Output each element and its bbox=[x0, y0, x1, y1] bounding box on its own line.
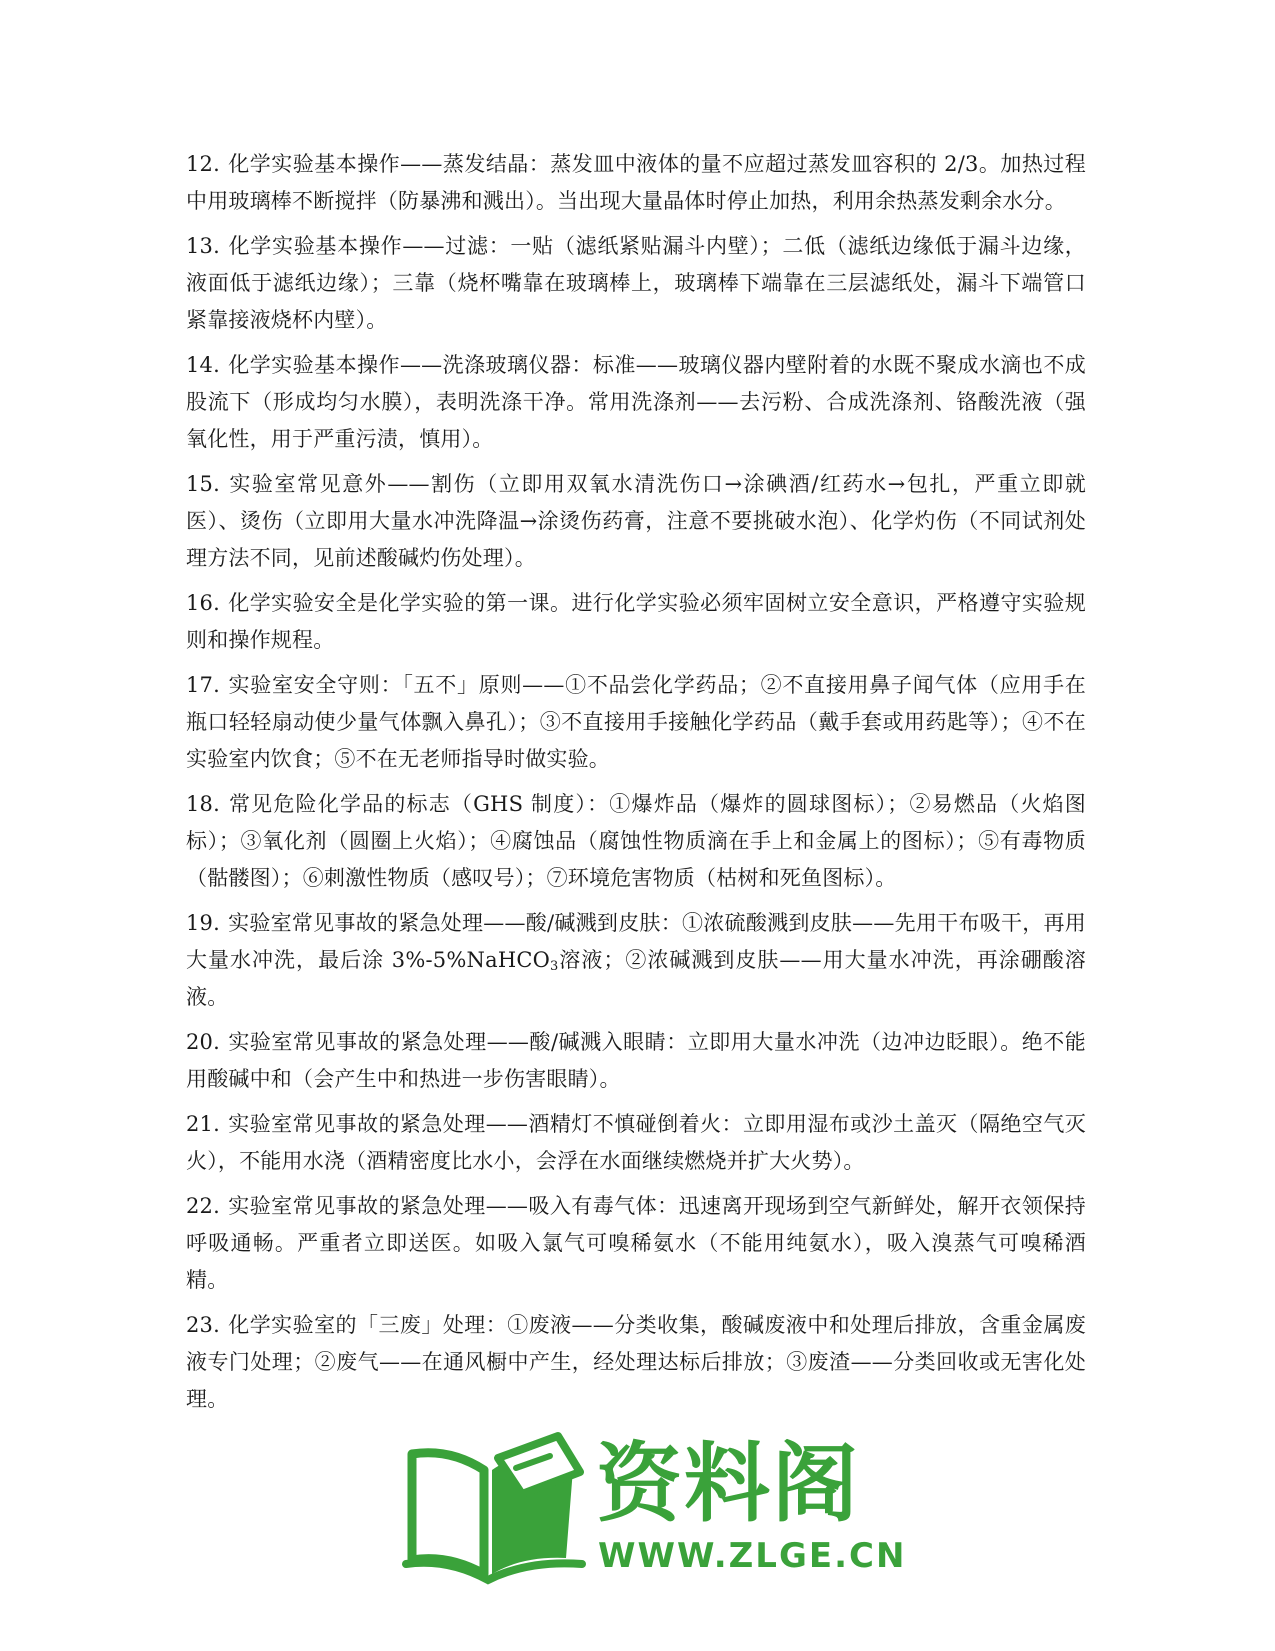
item-text: 化学实验室的「三废」处理：①废液——分类收集，酸碱废液中和处理后排放，含重金属废液专门处理；②废气——在通风橱中产生，经处理达标后排放；③废渣——分类回收或无害化处理。 bbox=[186, 1313, 1086, 1411]
item-number: 12. bbox=[186, 152, 220, 176]
watermark bbox=[398, 1428, 907, 1588]
watermark-url: WWW.ZLGE.CN bbox=[598, 1536, 907, 1576]
item-number: 20. bbox=[186, 1030, 220, 1054]
list-item bbox=[186, 228, 1086, 339]
item-number: 16. bbox=[186, 591, 220, 615]
list-item bbox=[186, 1188, 1086, 1299]
item-text: 化学实验安全是化学实验的第一课。进行化学实验必须牢固树立安全意识，严格遵守实验规则和操作规程。 bbox=[186, 591, 1086, 652]
item-text: 实验室常见事故的紧急处理——吸入有毒气体：迅速离开现场到空气新鲜处，解开衣领保持呼吸通畅。严重者立即送医。如吸入氯气可嗅稀氨水（不能用纯氨水），吸入溴蒸气可嗅稀酒精。 bbox=[186, 1194, 1086, 1292]
list-item bbox=[186, 1024, 1086, 1098]
item-text: 实验室常见事故的紧急处理——酸/碱溅入眼睛：立即用大量水冲洗（边冲边眨眼）。绝不能用酸碱中和（会产生中和热进一步伤害眼睛）。 bbox=[186, 1030, 1086, 1091]
item-number: 13. bbox=[186, 234, 220, 258]
document-body bbox=[186, 146, 1086, 1426]
list-item bbox=[186, 667, 1086, 778]
list-item bbox=[186, 466, 1086, 577]
watermark-name: 资料阁 bbox=[596, 1434, 860, 1534]
item-number: 19. bbox=[186, 911, 220, 935]
item-number: 23. bbox=[186, 1313, 220, 1337]
list-item bbox=[186, 786, 1086, 897]
item-text: 实验室常见意外——割伤（立即用双氧水清洗伤口→涂碘酒/红药水→包扎，严重立即就医）、烫伤（立即用大量水冲洗降温→涂烫伤药膏，注意不要挑破水泡）、化学灼伤（不同试剂处理方法不同，见前述酸碱灼伤处理）。 bbox=[186, 472, 1086, 570]
list-item bbox=[186, 1307, 1086, 1418]
item-number: 18. bbox=[186, 792, 220, 816]
item-number: 21. bbox=[186, 1112, 220, 1136]
item-text: 溶液；②浓碱溅到皮肤——用大量水冲洗，再涂硼酸溶液。 bbox=[186, 948, 1086, 1009]
list-item bbox=[186, 146, 1086, 220]
item-text: 常见危险化学品的标志（GHS 制度）：①爆炸品（爆炸的圆球图标）；②易燃品（火焰图标）；③氧化剂（圆圈上火焰）；④腐蚀品（腐蚀性物质滴在手上和金属上的图标）；⑤有毒物质（骷髅图）；⑥刺激性物质（感叹号）；⑦环境危害物质（枯树和死鱼图标）。 bbox=[186, 792, 1086, 890]
item-number: 17. bbox=[186, 673, 220, 697]
open-book-icon bbox=[398, 1428, 598, 1588]
subscript: 3 bbox=[550, 959, 559, 974]
item-text: 化学实验基本操作——洗涤玻璃仪器：标准——玻璃仪器内壁附着的水既不聚成水滴也不成股流下（形成均匀水膜），表明洗涤干净。常用洗涤剂——去污粉、合成洗涤剂、铬酸洗液（强氧化性，用于严重污渍，慎用）。 bbox=[186, 353, 1086, 451]
item-number: 14. bbox=[186, 353, 220, 377]
item-text: 实验室安全守则：「五不」原则——①不品尝化学药品；②不直接用鼻子闻气体（应用手在瓶口轻轻扇动使少量气体飘入鼻孔）；③不直接用手接触化学药品（戴手套或用药匙等）；④不在实验室内饮食；⑤不在无老师指导时做实验。 bbox=[186, 673, 1086, 771]
list-item bbox=[186, 347, 1086, 458]
item-text: 实验室常见事故的紧急处理——酒精灯不慎碰倒着火：立即用湿布或沙土盖灭（隔绝空气灭火），不能用水浇（酒精密度比水小，会浮在水面继续燃烧并扩大火势）。 bbox=[186, 1112, 1086, 1173]
list-item bbox=[186, 905, 1086, 1016]
item-number: 15. bbox=[186, 472, 220, 496]
list-item bbox=[186, 585, 1086, 659]
item-text: 实验室常见事故的紧急处理——酸/碱溅到皮肤：①浓硫酸溅到皮肤——先用干布吸干，再用大量水冲洗，最后涂 3%-5%NaHCO bbox=[186, 911, 1086, 972]
item-text: 化学实验基本操作——蒸发结晶：蒸发皿中液体的量不应超过蒸发皿容积的 2/3。加热过程中用玻璃棒不断搅拌（防暴沸和溅出）。当出现大量晶体时停止加热，利用余热蒸发剩余水分。 bbox=[186, 152, 1086, 213]
list-item bbox=[186, 1106, 1086, 1180]
item-text: 化学实验基本操作——过滤：一贴（滤纸紧贴漏斗内壁）；二低（滤纸边缘低于漏斗边缘，液面低于滤纸边缘）；三靠（烧杯嘴靠在玻璃棒上，玻璃棒下端靠在三层滤纸处，漏斗下端管口紧靠接液烧杯内壁）。 bbox=[186, 234, 1086, 332]
item-number: 22. bbox=[186, 1194, 220, 1218]
